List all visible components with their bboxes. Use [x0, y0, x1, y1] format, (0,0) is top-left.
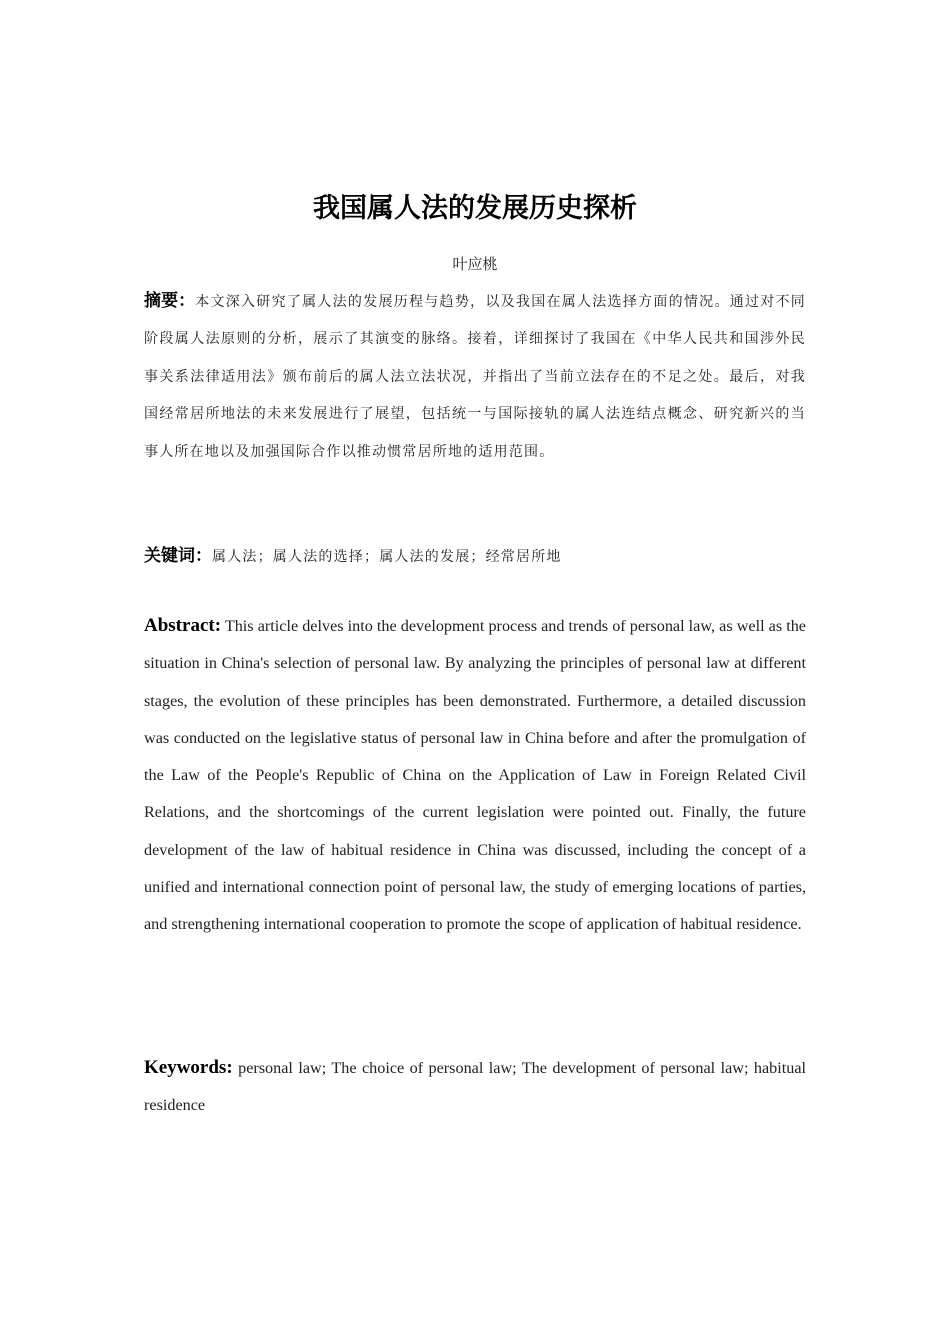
- chinese-keywords: [144, 539, 806, 574]
- english-abstract: [144, 607, 806, 944]
- chinese-keywords-label: 关键词：: [144, 546, 212, 566]
- english-abstract-text: This article delves into the development process and trends of personal law, as well as the situation in China's selection of personal law. By analyzing the principles of personal law at different stages, the evolution of these principles has been demonstrated. Furthermore, a detailed discussion was conducted on the legislative status of personal law in China before and after the promulgation of the Law of the People's Republic of China on the Application of Law in Foreign Related Civil Relations, and the shortcomings of the current legislation were pointed out. Finally, the future development of the law of habitual residence in China was discussed, including the concept of a unified and international connection point of personal law, the study of emerging locations of parties, and strengthening international cooperation to promote the scope of application of habitual residence.: [144, 617, 806, 934]
- english-abstract-label: Abstract:: [144, 615, 222, 636]
- english-keywords-label: Keywords:: [144, 1057, 233, 1078]
- chinese-abstract: [144, 283, 806, 471]
- paper-title: 我国属人法的发展历史探析: [313, 193, 637, 224]
- chinese-keywords-text: 属人法；属人法的选择；属人法的发展；经常居所地: [212, 549, 562, 565]
- chinese-abstract-label: 摘要：: [144, 291, 196, 311]
- english-keywords-text: personal law; The choice of personal law; The development of personal law; habitual residence: [144, 1059, 807, 1115]
- author-name: 叶应桃: [452, 255, 498, 273]
- chinese-abstract-text: 本文深入研究了属人法的发展历程与趋势，以及我国在属人法选择方面的情况。通过对不同阶段属人法原则的分析，展示了其演变的脉络。接着，详细探讨了我国在《中华人民共和国涉外民事关系法律适用法》颁布前后的属人法立法状况，并指出了当前立法存在的不足之处。最后，对我国经常居所地法的未来发展进行了展望，包括统一与国际接轨的属人法连结点概念、研究新兴的当事人所在地以及加强国际合作以推动惯常居所地的适用范围。: [144, 294, 807, 460]
- english-keywords: [144, 1049, 806, 1125]
